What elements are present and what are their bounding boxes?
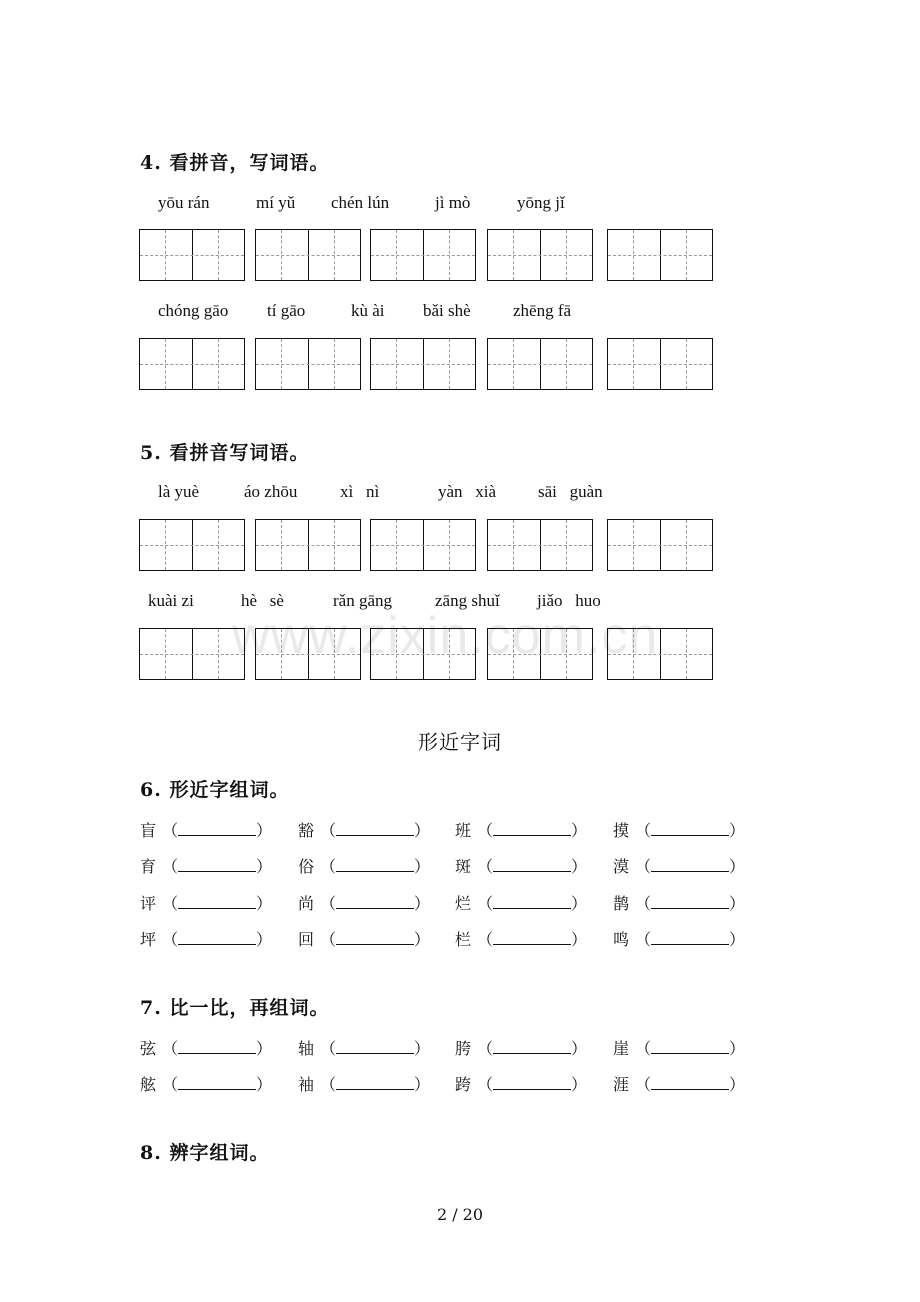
- pinyin-label: chóng gāo: [158, 301, 229, 320]
- pinyin-label: zāng shuǐ: [435, 591, 500, 610]
- question-5-title: 5. 看拼音写词语。: [140, 442, 310, 464]
- answer-blank[interactable]: [493, 821, 571, 836]
- paren-open: （: [635, 1075, 652, 1094]
- question-8-title: 8. 辨字组词。: [140, 1142, 270, 1164]
- writing-grid[interactable]: [139, 628, 245, 680]
- word-fill-item: [140, 1072, 272, 1095]
- writing-grid[interactable]: [607, 229, 713, 281]
- character: 育: [140, 857, 157, 876]
- writing-grid[interactable]: [255, 628, 361, 680]
- paren-open: （: [320, 821, 337, 840]
- paren-open: （: [477, 821, 494, 840]
- answer-blank[interactable]: [336, 894, 414, 909]
- word-fill-item: [455, 1036, 587, 1059]
- character: 栏: [455, 930, 472, 949]
- character: 鹊: [613, 894, 630, 913]
- paren-close: ）: [256, 1039, 273, 1058]
- word-fill-item: [298, 818, 430, 841]
- writing-grid[interactable]: [255, 229, 361, 281]
- paren-close: ）: [414, 894, 431, 913]
- paren-open: （: [635, 894, 652, 913]
- character: 弦: [140, 1039, 157, 1058]
- paren-close: ）: [729, 894, 746, 913]
- answer-blank[interactable]: [651, 1075, 729, 1090]
- paren-open: （: [635, 821, 652, 840]
- paren-open: （: [477, 894, 494, 913]
- character: 涯: [613, 1075, 630, 1094]
- writing-grid[interactable]: [487, 338, 593, 390]
- answer-blank[interactable]: [493, 930, 571, 945]
- character: 评: [140, 894, 157, 913]
- word-fill-item: [613, 1072, 745, 1095]
- paren-close: ）: [571, 857, 588, 876]
- answer-blank[interactable]: [178, 930, 256, 945]
- word-fill-item: [613, 1036, 745, 1059]
- paren-open: （: [320, 930, 337, 949]
- pinyin-label: mí yǔ: [256, 193, 296, 212]
- character: 摸: [613, 821, 630, 840]
- paren-open: （: [477, 1075, 494, 1094]
- paren-open: （: [320, 1039, 337, 1058]
- word-fill-item: [140, 891, 272, 914]
- pinyin-label: xì nì: [340, 482, 380, 501]
- paren-open: （: [477, 857, 494, 876]
- word-fill-item: [613, 891, 745, 914]
- character: 斑: [455, 857, 472, 876]
- paren-close: ）: [256, 894, 273, 913]
- paren-close: ）: [729, 821, 746, 840]
- writing-grid[interactable]: [370, 229, 476, 281]
- word-fill-item: [140, 927, 272, 950]
- pinyin-label: jì mò: [435, 193, 471, 212]
- paren-close: ）: [414, 857, 431, 876]
- answer-blank[interactable]: [336, 1075, 414, 1090]
- watermark: www.zixin.com.cn: [232, 607, 659, 665]
- word-fill-item: [298, 1072, 430, 1095]
- writing-grid[interactable]: [607, 628, 713, 680]
- answer-blank[interactable]: [493, 894, 571, 909]
- word-fill-item: [298, 1036, 430, 1059]
- character: 回: [298, 930, 315, 949]
- word-fill-item: [140, 1036, 272, 1059]
- paren-open: （: [635, 930, 652, 949]
- paren-open: （: [320, 857, 337, 876]
- paren-open: （: [635, 857, 652, 876]
- character: 轴: [298, 1039, 315, 1058]
- paren-open: （: [320, 894, 337, 913]
- paren-open: （: [162, 1039, 179, 1058]
- answer-blank[interactable]: [336, 1039, 414, 1054]
- section-heading: 形近字词: [418, 730, 502, 754]
- paren-open: （: [477, 930, 494, 949]
- paren-close: ）: [729, 857, 746, 876]
- paren-open: （: [162, 894, 179, 913]
- paren-open: （: [162, 1075, 179, 1094]
- pinyin-label: yàn xià: [438, 482, 497, 501]
- character: 漠: [613, 857, 630, 876]
- paren-close: ）: [256, 930, 273, 949]
- writing-grid[interactable]: [139, 229, 245, 281]
- writing-grid[interactable]: [139, 338, 245, 390]
- pinyin-label: zhēng fā: [513, 301, 572, 320]
- question-6-title: 6. 形近字组词。: [140, 779, 290, 801]
- character: 尚: [298, 894, 315, 913]
- character: 盲: [140, 821, 157, 840]
- answer-blank[interactable]: [178, 894, 256, 909]
- writing-grid[interactable]: [139, 519, 245, 571]
- writing-grid[interactable]: [487, 628, 593, 680]
- paren-close: ）: [729, 1039, 746, 1058]
- writing-grid[interactable]: [487, 229, 593, 281]
- word-fill-item: [455, 891, 587, 914]
- paren-open: （: [635, 1039, 652, 1058]
- answer-blank[interactable]: [651, 1039, 729, 1054]
- writing-grid[interactable]: [607, 338, 713, 390]
- pinyin-label: kuài zi: [148, 591, 194, 610]
- character: 鸣: [613, 930, 630, 949]
- paren-close: ）: [414, 1075, 431, 1094]
- character: 袖: [298, 1075, 315, 1094]
- pinyin-label: jiǎo huo: [537, 591, 601, 610]
- paren-close: ）: [256, 821, 273, 840]
- paren-close: ）: [414, 1039, 431, 1058]
- word-fill-item: [613, 854, 745, 877]
- pinyin-label: bǎi shè: [423, 301, 471, 320]
- word-fill-item: [613, 927, 745, 950]
- character: 豁: [298, 821, 315, 840]
- pinyin-label: yōng jǐ: [517, 193, 565, 212]
- pinyin-label: kù ài: [351, 301, 385, 320]
- answer-blank[interactable]: [336, 821, 414, 836]
- word-fill-item: [455, 1072, 587, 1095]
- question-4-title: 4. 看拼音，写词语。: [140, 152, 330, 174]
- paren-close: ）: [729, 1075, 746, 1094]
- word-fill-item: [455, 927, 587, 950]
- word-fill-item: [455, 854, 587, 877]
- paren-close: ）: [571, 1039, 588, 1058]
- character: 班: [455, 821, 472, 840]
- pinyin-label: là yuè: [158, 482, 200, 501]
- word-fill-item: [140, 818, 272, 841]
- pinyin-label: sāi guàn: [538, 482, 603, 501]
- paren-open: （: [162, 857, 179, 876]
- answer-blank[interactable]: [651, 894, 729, 909]
- writing-grid[interactable]: [607, 519, 713, 571]
- question-7-title: 7. 比一比，再组词。: [140, 997, 330, 1019]
- paren-open: （: [477, 1039, 494, 1058]
- paren-close: ）: [414, 821, 431, 840]
- paren-close: ）: [256, 1075, 273, 1094]
- pinyin-label: hè sè: [241, 591, 284, 610]
- paren-close: ）: [729, 930, 746, 949]
- answer-blank[interactable]: [178, 1075, 256, 1090]
- word-fill-item: [455, 818, 587, 841]
- word-fill-item: [613, 818, 745, 841]
- character: 坪: [140, 930, 157, 949]
- word-fill-item: [298, 891, 430, 914]
- answer-blank[interactable]: [493, 857, 571, 872]
- word-fill-item: [298, 927, 430, 950]
- writing-grid[interactable]: [370, 628, 476, 680]
- paren-close: ）: [571, 1075, 588, 1094]
- writing-grid[interactable]: [370, 338, 476, 390]
- answer-blank[interactable]: [651, 821, 729, 836]
- paren-close: ）: [571, 821, 588, 840]
- writing-grid[interactable]: [255, 519, 361, 571]
- pinyin-label: rǎn gāng: [333, 591, 393, 610]
- answer-blank[interactable]: [493, 1039, 571, 1054]
- pinyin-label: chén lún: [331, 193, 390, 212]
- pinyin-label: áo zhōu: [244, 482, 298, 501]
- paren-open: （: [320, 1075, 337, 1094]
- writing-grid[interactable]: [255, 338, 361, 390]
- paren-close: ）: [571, 894, 588, 913]
- paren-close: ）: [571, 930, 588, 949]
- character: 跨: [455, 1075, 472, 1094]
- page-number: 2 / 20: [436, 1205, 484, 1224]
- pinyin-label: yōu rán: [158, 193, 210, 212]
- answer-blank[interactable]: [178, 1039, 256, 1054]
- paren-open: （: [162, 821, 179, 840]
- answer-blank[interactable]: [178, 857, 256, 872]
- character: 舷: [140, 1075, 157, 1094]
- answer-blank[interactable]: [178, 821, 256, 836]
- pinyin-label: tí gāo: [267, 301, 306, 320]
- answer-blank[interactable]: [493, 1075, 571, 1090]
- paren-close: ）: [414, 930, 431, 949]
- paren-close: ）: [256, 857, 273, 876]
- writing-grid[interactable]: [487, 519, 593, 571]
- character: 烂: [455, 894, 472, 913]
- word-fill-item: [298, 854, 430, 877]
- answer-blank[interactable]: [651, 857, 729, 872]
- answer-blank[interactable]: [336, 930, 414, 945]
- character: 崖: [613, 1039, 630, 1058]
- character: 胯: [455, 1039, 472, 1058]
- writing-grid[interactable]: [370, 519, 476, 571]
- answer-blank[interactable]: [336, 857, 414, 872]
- answer-blank[interactable]: [651, 930, 729, 945]
- character: 俗: [298, 857, 315, 876]
- word-fill-item: [140, 854, 272, 877]
- paren-open: （: [162, 930, 179, 949]
